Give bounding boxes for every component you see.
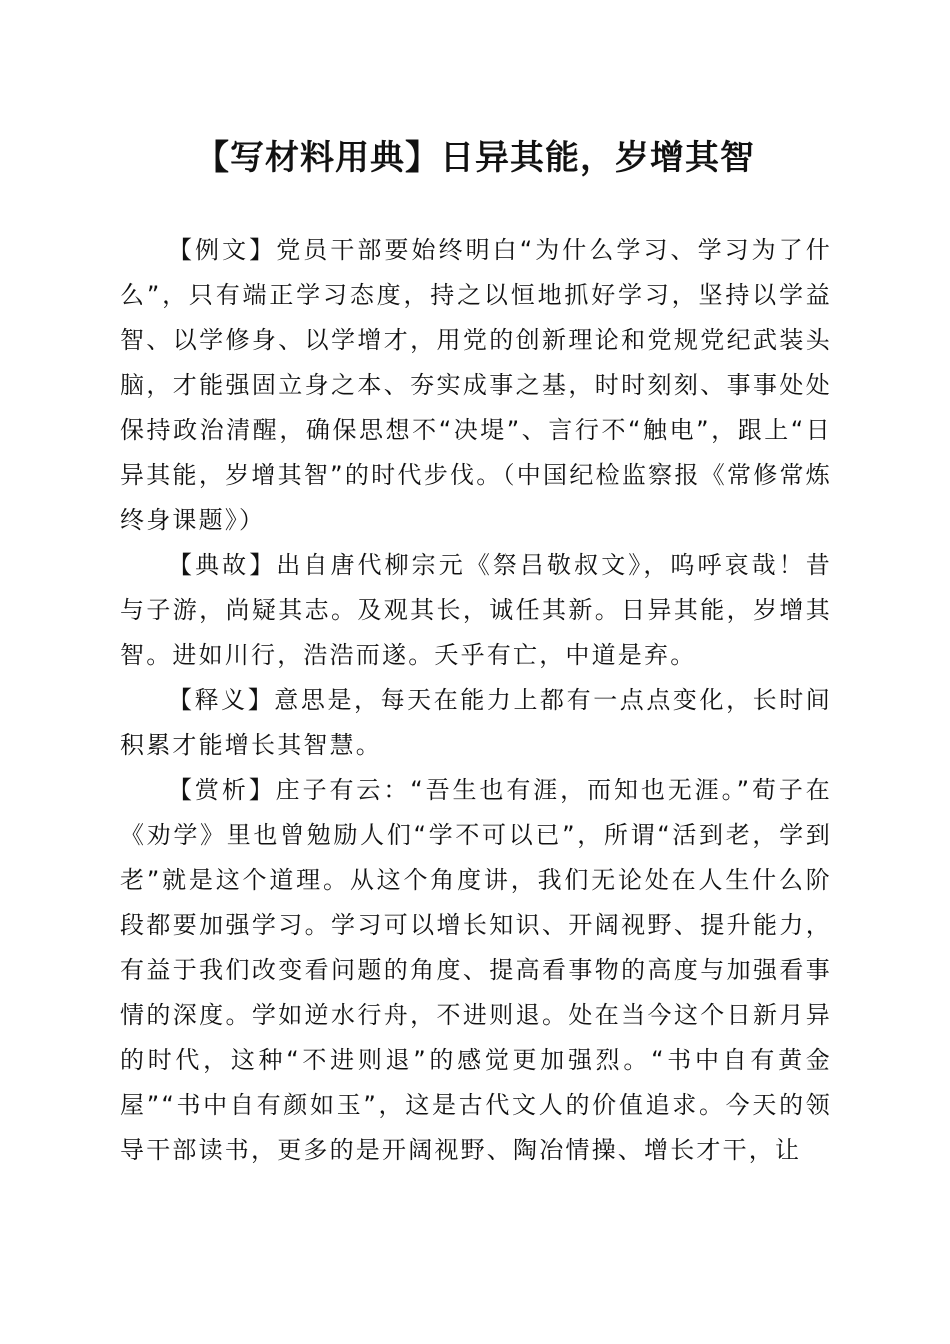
document-body bbox=[120, 228, 832, 1173]
paragraph-meaning: 【释义】意思是，每天在能力上都有一点点变化，长时间积累才能增长其智慧。 bbox=[120, 686, 832, 759]
document-title: 【写材料用典】日异其能，岁增其智 bbox=[195, 138, 755, 178]
paragraph-example: 【例文】党员干部要始终明白“为什么学习、学习为了什么”，只有端正学习态度，持之以恒地抓好学习，坚持以学益智、以学修身、以学增才，用党的创新理论和党规党纪武装头脑，才能强固立身之本、夯实成事之基，时时刻刻、事事处处保持政治清醒，确保思想不“决堤”、言行不“触电”，跟上“日异其能，岁增其智”的时代步伐。（中国纪检监察报《常修常炼终身课题》） bbox=[120, 236, 832, 534]
paragraph-appreciation: 【赏析】庄子有云：“吾生也有涯，而知也无涯。”荀子在《劝学》里也曾勉励人们“学不可以已”，所谓“活到老，学到老”就是这个道理。从这个角度讲，我们无论处在人生什么阶段都要加强学习。学习可以增长知识、开阔视野、提升能力，有益于我们改变看问题的角度、提高看事物的高度与加强看事情的深度。学如逆水行舟，不进则退。处在当今这个日新月异的时代，这种“不进则退”的感觉更加强烈。“书中自有黄金屋”“书中自有颜如玉”，这是古代文人的价值追求。今天的领导干部读书，更多的是开阔视野、陶冶情操、增长才干，让 bbox=[120, 776, 832, 1164]
paragraph-allusion: 【典故】出自唐代柳宗元《祭吕敬叔文》，呜呼哀哉！昔与子游，尚疑其志。及观其长，诚任其新。日异其能，岁增其智。进如川行，浩浩而遂。夭乎有亡，中道是弃。 bbox=[120, 551, 832, 669]
